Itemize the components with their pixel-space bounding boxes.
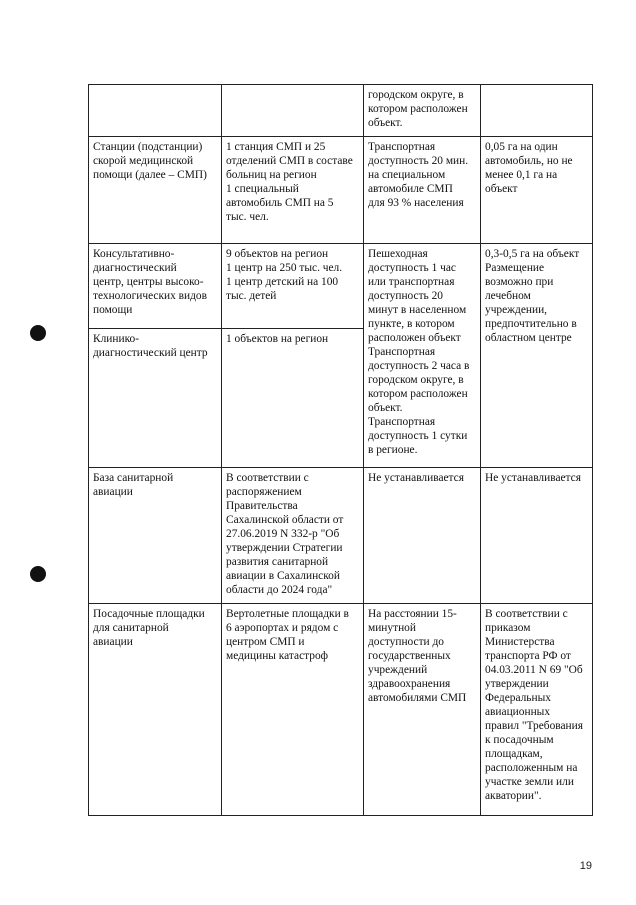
punch-hole-upper — [30, 325, 46, 341]
page-number: 19 — [579, 860, 592, 872]
table-row — [89, 85, 593, 137]
table-cell: Транспортная доступность 20 мин. на специальном автомобиле СМП для 93 % населения — [364, 137, 481, 244]
table-cell: На расстоянии 15- минутной доступности до государственных учреждений здравоохранения автомобилями СМП — [364, 604, 481, 816]
table-cell: В соответствии с приказом Министерства транспорта РФ от 04.03.2011 N 69 "Об утверждении Федеральных авиационных правил "Требования к посадочным площадкам, расположенным на участке земли или акватории". — [481, 604, 593, 816]
table-cell: городском округе, в котором расположен объект. — [364, 85, 481, 137]
table-cell: Станции (подстанции) скорой медицинской помощи (далее – СМП) — [89, 137, 222, 244]
requirements-table — [88, 84, 593, 816]
table-cell: Вертолетные площадки в 6 аэропортах и рядом с центром СМП и медицины катастроф — [222, 604, 364, 816]
table-cell: 9 объектов на регион 1 центр на 250 тыс. чел. 1 центр детский на 100 тыс. детей — [222, 244, 364, 329]
table-cell: 0,3-0,5 га на объект Размещение возможно при лечебном учреждении, предпочтительно в областном центре — [481, 244, 593, 468]
table-cell: 0,05 га на один автомобиль, но не менее 0,1 га на объект — [481, 137, 593, 244]
table-cell — [481, 85, 593, 137]
table-cell: 1 станция СМП и 25 отделений СМП в составе больниц на регион 1 специальный автомобиль СМП на 5 тыс. чел. — [222, 137, 364, 244]
table-row — [89, 468, 593, 604]
table-row — [89, 604, 593, 816]
table-cell — [222, 85, 364, 137]
table-cell: Консультативно- диагностический центр, центры высоко- технологических видов помощи — [89, 244, 222, 329]
table-cell: Не устанавливается — [481, 468, 593, 604]
table-cell: Не устанавливается — [364, 468, 481, 604]
table-row — [89, 244, 593, 329]
punch-hole-lower — [30, 566, 46, 582]
table-cell: В соответствии с распоряжением Правительства Сахалинской области от 27.06.2019 N 332-р "Об утверждении Стратегии развития санитарной авиации в Сахалинской области до 2024 года" — [222, 468, 364, 604]
table-row — [89, 137, 593, 244]
table-cell: База санитарной авиации — [89, 468, 222, 604]
table-cell: 1 объектов на регион — [222, 329, 364, 468]
table-cell: Посадочные площадки для санитарной авиации — [89, 604, 222, 816]
table-cell — [89, 85, 222, 137]
table-cell: Пешеходная доступность 1 час или транспортная доступность 20 минут в населенном пункте, в котором расположен объект Транспортная доступность 2 часа в городском округе, в котором расположен объект. Транспортная доступность 1 сутки в регионе. — [364, 244, 481, 468]
table-cell: Клинико- диагностический центр — [89, 329, 222, 468]
